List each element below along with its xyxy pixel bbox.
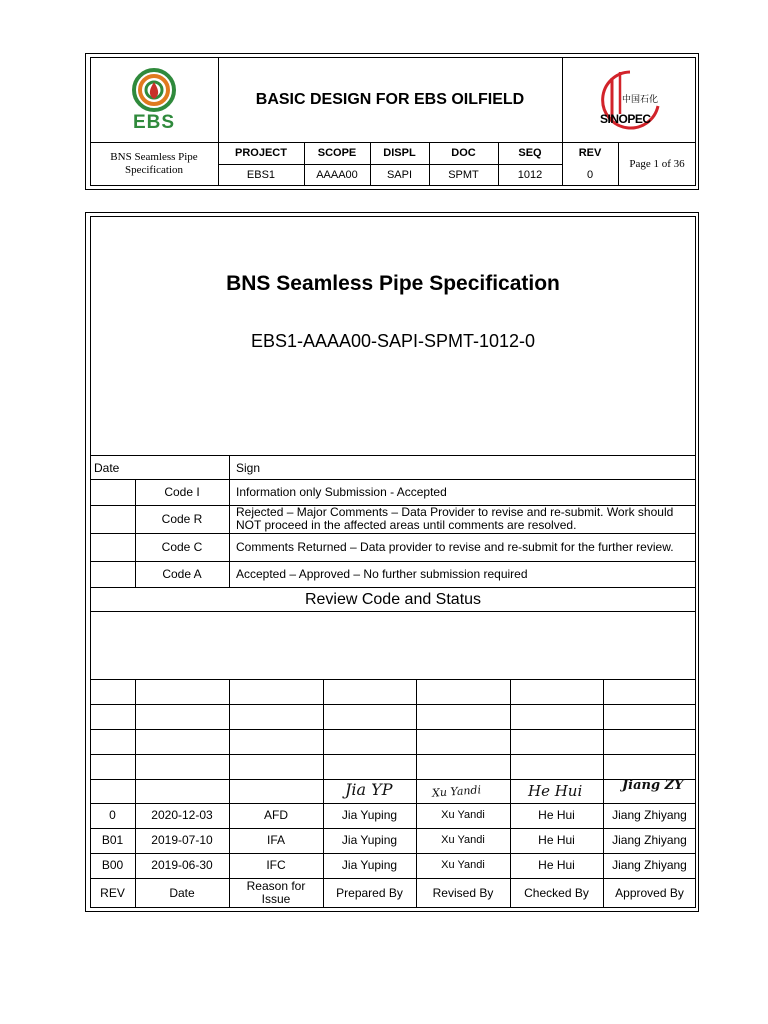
- code-value-seq: 1012: [517, 169, 543, 181]
- review-code-a: Code A: [162, 566, 202, 581]
- signature-jia-yp: Jia YP: [345, 780, 393, 799]
- code-header-project: PROJECT: [235, 147, 287, 159]
- page-number: Page 1 of 36: [629, 158, 685, 170]
- checked-cell: He Hui: [538, 833, 575, 847]
- review-code-r: Code R: [161, 511, 203, 526]
- reason-cell: IFC: [266, 858, 286, 872]
- review-sign-label: Sign: [236, 461, 261, 475]
- review-code-c-description: Comments Returned – Data provider to revise and re-submit for the further review.: [236, 539, 674, 554]
- code-value-doc: SPMT: [448, 169, 479, 181]
- header-rev: REV: [100, 885, 125, 900]
- review-code-a-description: Accepted – Approved – No further submission required: [236, 566, 528, 581]
- code-value-rev: 0: [586, 169, 594, 181]
- review-status-title: Review Code and Status: [304, 590, 482, 608]
- code-header-displ: DISPL: [383, 147, 416, 159]
- sinopec-chinese: 中国石化: [622, 94, 659, 104]
- code-header-doc: DOC: [451, 147, 476, 159]
- document-subtitle: BNS Seamless Pipe Specification: [110, 151, 198, 176]
- rev-cell: B01: [101, 833, 124, 847]
- signature-jiang-zy: Jiang ZY: [622, 778, 684, 793]
- code-value-scope: AAAA00: [316, 169, 358, 181]
- document-code: EBS1-AAAA00-SAPI-SPMT-1012-0: [250, 330, 536, 351]
- date-cell: 2019-07-10: [151, 833, 213, 847]
- sinopec-logo: [590, 66, 670, 136]
- header-checked: Checked By: [524, 885, 589, 900]
- cover-title: BNS Seamless Pipe Specification: [226, 272, 560, 295]
- approved-cell: Jiang Zhiyang: [612, 833, 687, 847]
- project-title: BASIC DESIGN FOR EBS OILFIELD: [255, 90, 525, 108]
- header-date: Date: [169, 885, 195, 900]
- approved-cell: Jiang Zhiyang: [612, 808, 687, 822]
- reason-cell: IFA: [266, 833, 285, 847]
- prepared-cell: Jia Yuping: [341, 833, 398, 847]
- revised-cell: Xu Yandi: [441, 834, 485, 846]
- ebs-logo: [100, 62, 208, 140]
- code-value-project: EBS1: [246, 169, 276, 181]
- code-value-displ: SAPI: [386, 169, 413, 181]
- approved-cell: Jiang Zhiyang: [612, 858, 687, 872]
- signature-xu-yandi: Xu Yandi: [431, 783, 482, 800]
- ebs-logo-text: EBS: [132, 112, 176, 133]
- signature-he-hui: He Hui: [528, 782, 583, 800]
- review-code-c: Code C: [161, 539, 203, 554]
- checked-cell: He Hui: [538, 808, 575, 822]
- code-header-rev: REV: [578, 147, 602, 159]
- review-date-label: Date: [94, 461, 120, 475]
- header-revised: Revised By: [432, 885, 494, 900]
- review-code-i-description: Information only Submission - Accepted: [236, 484, 447, 499]
- rev-cell: 0: [109, 808, 116, 822]
- prepared-cell: Jia Yuping: [341, 808, 398, 822]
- revised-cell: Xu Yandi: [441, 859, 485, 871]
- checked-cell: He Hui: [538, 858, 575, 872]
- date-cell: 2020-12-03: [151, 808, 213, 822]
- code-header-seq: SEQ: [518, 147, 542, 159]
- rev-cell: B00: [101, 858, 124, 872]
- date-cell: 2019-06-30: [151, 858, 213, 872]
- revised-cell: Xu Yandi: [441, 809, 485, 821]
- header-prepared: Prepared By: [336, 885, 403, 900]
- header-reason: Reason for Issue: [246, 879, 306, 906]
- prepared-cell: Jia Yuping: [341, 858, 398, 872]
- reason-cell: AFD: [264, 808, 288, 822]
- header-approved: Approved By: [615, 885, 684, 900]
- review-code-r-description: Rejected – Major Comments – Data Provider to revise and re-submit. Work should NOT proceed in the affected areas until comments are resolved.: [236, 505, 674, 532]
- sinopec-logo-text: SINOPEC: [600, 112, 651, 126]
- review-code-i: Code I: [164, 484, 200, 499]
- code-header-scope: SCOPE: [317, 147, 357, 159]
